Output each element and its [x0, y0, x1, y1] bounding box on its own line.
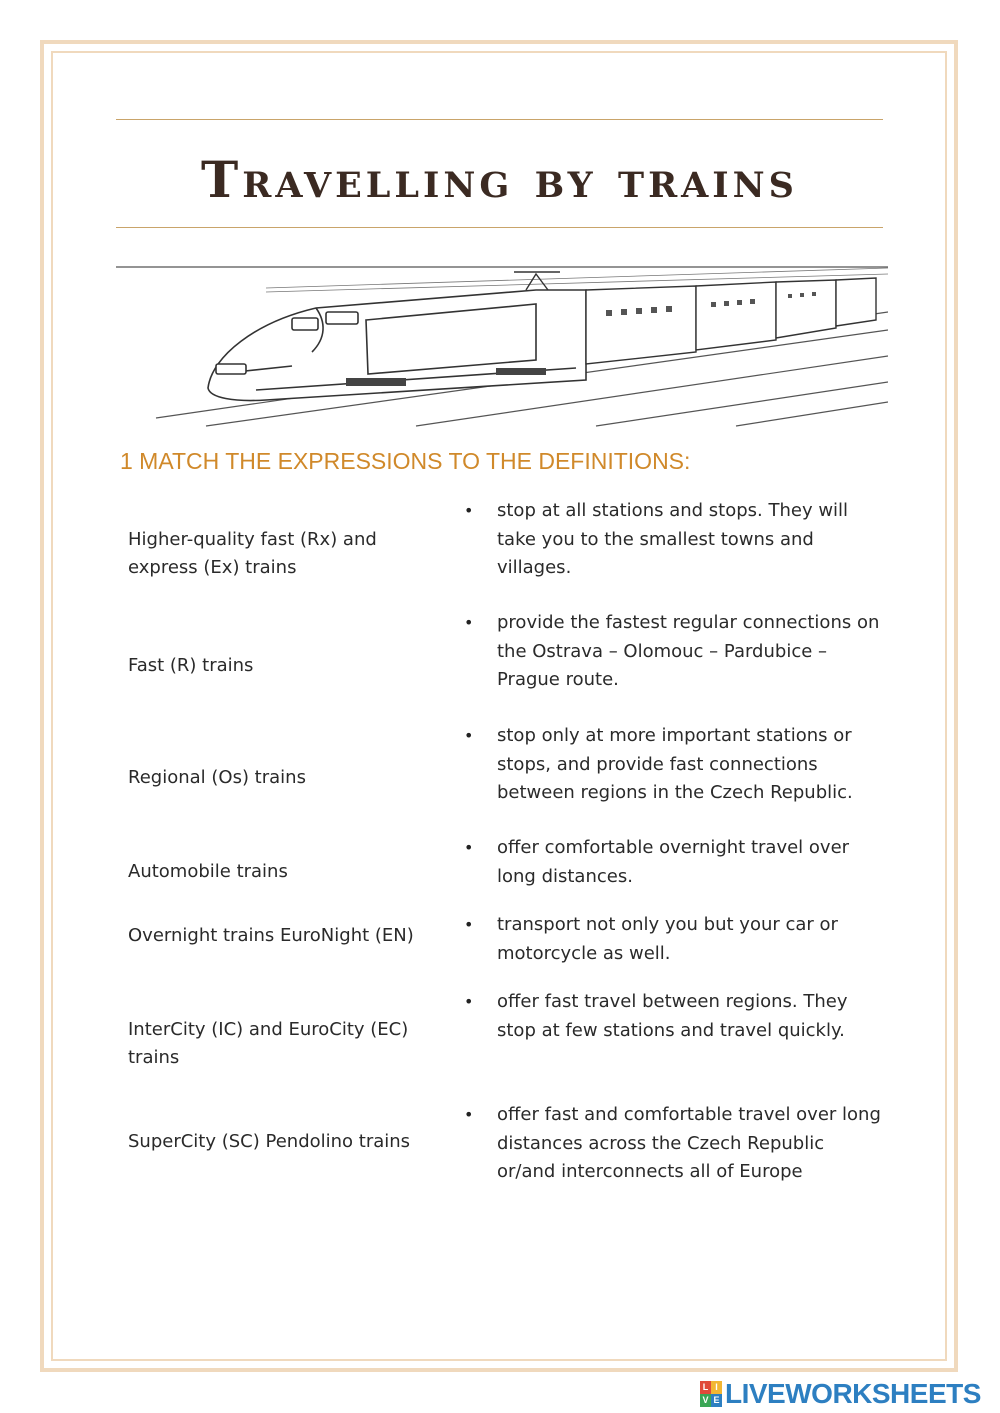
- expression-item[interactable]: Higher-quality fast (Rx) and express (Ex) trains: [128, 529, 377, 578]
- train-illustration: [116, 260, 888, 428]
- page-title: Travelling by trains: [201, 150, 798, 209]
- bullet-marker: •: [464, 915, 474, 934]
- bullet-marker: •: [464, 1105, 474, 1124]
- title-rule-bottom: [116, 227, 883, 228]
- definition-item[interactable]: offer comfortable overnight travel over long distances.: [497, 837, 850, 887]
- definition-item[interactable]: stop at all stations and stops. They will take you to the smallest towns and villages.: [497, 500, 849, 578]
- bullet-marker: •: [464, 613, 474, 632]
- bullet-marker: •: [464, 726, 474, 745]
- definition-item[interactable]: provide the fastest regular connections on the Ostrava – Olomouc – Pardubice – Prague route.: [497, 612, 880, 690]
- expression-item[interactable]: SuperCity (SC) Pendolino trains: [128, 1131, 411, 1152]
- expression-item[interactable]: Overnight trains EuroNight (EN): [128, 925, 414, 946]
- expression-item[interactable]: Automobile trains: [128, 861, 288, 882]
- exercise-heading: 1 MATCH THE EXPRESSIONS TO THE DEFINITIONS:: [120, 448, 691, 474]
- logo-mark-icon: L I V E: [700, 1381, 722, 1407]
- expression-item[interactable]: Fast (R) trains: [128, 655, 254, 676]
- definition-item[interactable]: transport not only you but your car or motorcycle as well.: [497, 914, 838, 964]
- bullet-marker: •: [464, 992, 474, 1011]
- definition-item[interactable]: stop only at more important stations or stops, and provide fast connections between regions in the Czech Republic.: [497, 725, 853, 803]
- logo-text: LIVEWORKSHEETS: [725, 1378, 981, 1409]
- title-rule-top: [116, 119, 883, 120]
- expression-item[interactable]: InterCity (IC) and EuroCity (EC) trains: [128, 1019, 409, 1068]
- liveworksheets-logo[interactable]: [700, 1377, 996, 1411]
- bullet-marker: •: [464, 838, 474, 857]
- expression-item[interactable]: Regional (Os) trains: [128, 767, 306, 788]
- definition-item[interactable]: offer fast travel between regions. They stop at few stations and travel quickly.: [497, 991, 848, 1041]
- bullet-marker: •: [464, 501, 474, 520]
- definition-item[interactable]: offer fast and comfortable travel over long distances across the Czech Republic or/and interconnects all of Europe: [497, 1104, 881, 1182]
